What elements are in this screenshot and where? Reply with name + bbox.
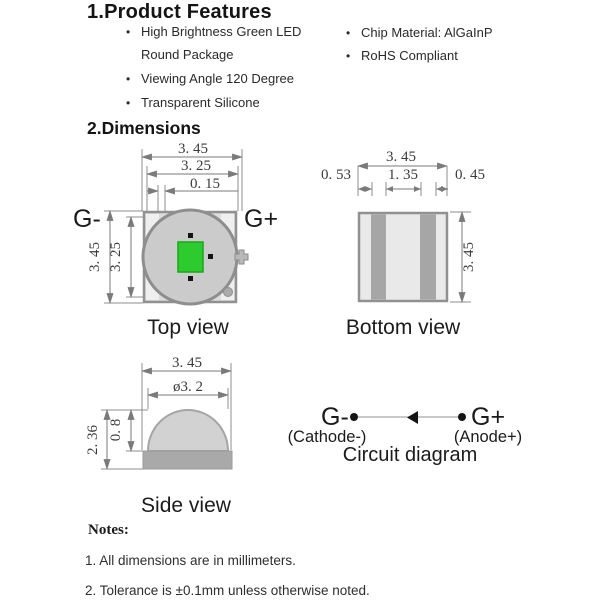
feature-text: Transparent Silicone bbox=[141, 95, 260, 110]
side-view-dim-width: 3. 45 bbox=[172, 355, 202, 371]
bottom-view-caption: Bottom view bbox=[345, 316, 461, 339]
top-view-dim-height-inner: 3. 25 bbox=[108, 242, 124, 272]
bottom-view-dim-height: 3. 45 bbox=[461, 242, 477, 272]
side-view-dim-total-height: 2. 36 bbox=[85, 425, 101, 455]
circuit-anode-terminal-dot bbox=[458, 413, 466, 421]
circuit-cathode-terminal-dot bbox=[350, 413, 358, 421]
bullet-icon: • bbox=[346, 26, 351, 40]
top-view-dim-width-inner: 3. 25 bbox=[181, 158, 211, 174]
side-view-base bbox=[143, 451, 232, 469]
diode-symbol-icon bbox=[407, 411, 418, 424]
bottom-view-dim-width: 3. 45 bbox=[386, 149, 416, 165]
side-view-drawing bbox=[85, 355, 232, 517]
top-view-led-chip bbox=[178, 242, 203, 272]
top-view-caption: Top view bbox=[147, 316, 229, 339]
top-view-drawing bbox=[73, 141, 278, 339]
side-view-lens-dome bbox=[148, 410, 228, 451]
bullet-icon: • bbox=[346, 49, 351, 63]
bullet-icon: • bbox=[126, 96, 131, 110]
top-view-index-dot bbox=[224, 288, 233, 297]
feature-text: High Brightness Green LED bbox=[141, 24, 302, 39]
circuit-anode-label: G+ bbox=[471, 403, 506, 431]
side-view-caption: Side view bbox=[141, 494, 231, 517]
feature-text: Round Package bbox=[141, 47, 234, 62]
top-view-anode-label: G+ bbox=[244, 205, 279, 233]
bottom-view-dim-pad-right: 0. 45 bbox=[455, 167, 485, 183]
circuit-caption: Circuit diagram bbox=[342, 444, 478, 466]
feature-text: Viewing Angle 120 Degree bbox=[141, 71, 294, 86]
bottom-view-drawing bbox=[321, 149, 485, 339]
circuit-cathode-label: G- bbox=[321, 403, 349, 431]
note-line: 2. Tolerance is ±0.1mm unless otherwise noted. bbox=[85, 583, 370, 598]
note-line: 1. All dimensions are in millimeters. bbox=[85, 553, 296, 568]
circuit-anode-sublabel: (Anode+) bbox=[453, 428, 523, 446]
feature-text: Chip Material: AlGaInP bbox=[361, 25, 493, 40]
feature-text: RoHS Compliant bbox=[361, 48, 458, 63]
circuit-diagram bbox=[288, 403, 523, 466]
top-view-dim-height-outer: 3. 45 bbox=[87, 242, 103, 272]
circuit-cathode-sublabel: (Cathode-) bbox=[287, 428, 367, 446]
features-heading: 1.Product Features bbox=[87, 1, 272, 23]
top-view-dim-width-outer: 3. 45 bbox=[178, 141, 208, 157]
bottom-view-dim-pad-left: 0. 53 bbox=[321, 167, 351, 183]
bullet-icon: • bbox=[126, 25, 131, 39]
dimensions-heading: 2.Dimensions bbox=[87, 118, 201, 138]
notes-heading: Notes: bbox=[88, 522, 129, 538]
side-view-dim-lens-diameter: ø3. 2 bbox=[173, 379, 203, 395]
bullet-icon: • bbox=[126, 72, 131, 86]
side-view-dim-lens-height: 0. 8 bbox=[108, 418, 124, 442]
top-view-cathode-label: G- bbox=[73, 205, 101, 233]
top-view-dim-gap: 0. 15 bbox=[190, 176, 220, 192]
bottom-view-dim-pad-center: 1. 35 bbox=[388, 167, 418, 183]
